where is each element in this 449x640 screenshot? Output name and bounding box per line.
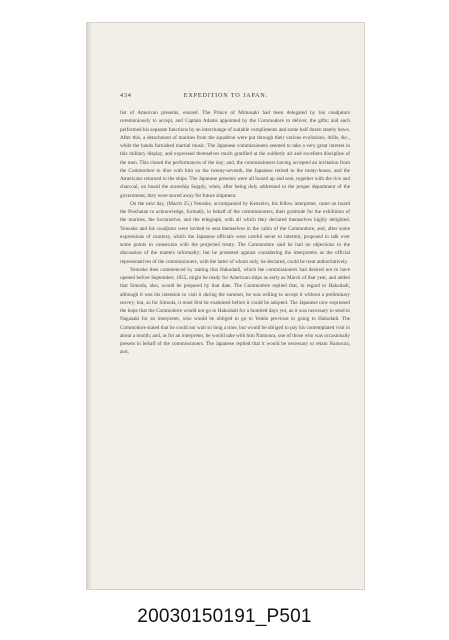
image-caption: 20030150191_P501 [137, 606, 312, 627]
page-number: 434 [120, 92, 132, 99]
running-title: EXPEDITION TO JAPAN. [183, 92, 268, 99]
paragraph: Yenoske then commenced by stating that Hakodadi, which the commissioners had desired not to have opened before September, 1855, might be ready for American ships as early as March of that year, and added that Simoda, also, would be prepared by that date. The Commodore replied that, in regard to Hakodadi, although it was his intention to visit it during the summer, he was willing to accept it without a preliminary survey; but, as for Simoda, it must first be examined before it could be adopted. The Japanese now expressed the hope that the Commodore would not go to Hakodadi for a hundred days yet, as it was necessary to send to Nagasaki for an interpreter, who would be obliged to go to Yeddo previous to going to Hakodadi. The Commodore stated that he could not wait so long a time, but would be obliged to pay his contemplated visit in about a month; and, as for an interpreter, he would take with him Namoura, one of those who was occasionally present in behalf of the commissioners. The Japanese replied that it would be necessary to retain Namoura, and, [120, 266, 350, 356]
page-fold-shadow [87, 23, 92, 589]
paragraph: On the next day, (March 25,) Yenoske, accompanied by Kenzeiro, his fellow interpreter, came on board the Powhatan to acknowledge, formally, in behalf of the commissioners, their gratitude for the exhibition of the marines, the locomotive, and the telegraph, with all which they declared themselves highly delighted. Yenoske and his coadjutor were invited to seat themselves in the cabin of the Commodore, and, after some expressions of courtesy, which the Japanese officials were careful never to intermit, proposed to talk over some points in connexion with the projected treaty. The Commodore said he had no objections to the discussion of the matters informally; but he protested against considering the interpreters as the official representatives of the commissioners, with the latter of whom only, he declared, could he treat authoritatively. [120, 200, 350, 265]
scanned-page [86, 22, 365, 590]
running-head [120, 92, 350, 99]
body-text [120, 109, 350, 357]
paragraph: list of American presents, ensued. The Prince of Mimasaki had been delegated by his coadjutors ceremoniously to accept, and Captain Adams appointed by the Commodore to deliver, the gifts; and each performed his separate functions by an interchange of suitable compliments and some half dozen stately bows. After this, a detachment of marines from the squadron were put through their various evolutions, drills, &c., while the bands furnished martial music. The Japanese commissioners seemed to take a very great interest in this military display, and expressed themselves much gratified at the soldierly air and excellent discipline of the men. This closed the performances of the day; and, the commissioners having accepted an invitation from the Commodore to dine with him on the twenty-seventh, the Japanese retired to the treaty-house, and the Americans returned to the ships. The Japanese presents were all boxed up and sent, together with the rice and charcoal, on board the storeship Supply, when, after being duly addressed to the proper department of the government, they were stored away for future shipment. [120, 110, 350, 199]
